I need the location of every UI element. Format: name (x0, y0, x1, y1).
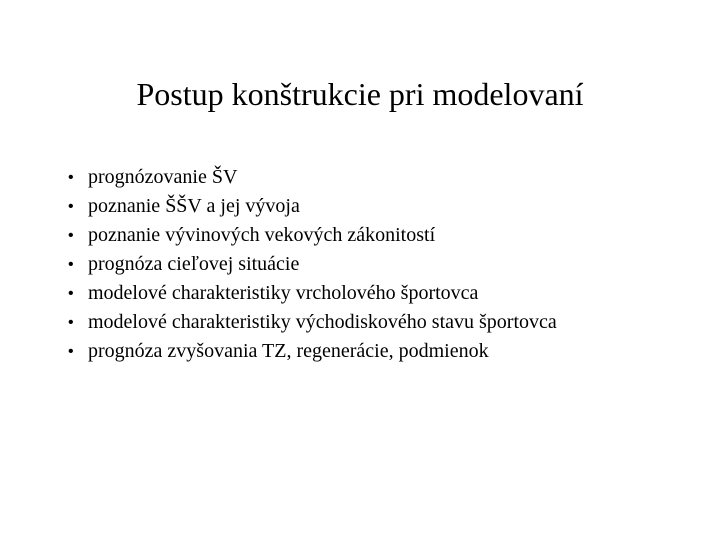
bullet-text: prognózovanie ŠV (88, 166, 238, 188)
bullet-text: poznanie vývinových vekových zákonitostí (88, 224, 436, 246)
bullet-text: modelové charakteristiky východiskového stavu športovca (88, 311, 557, 333)
bullet-text: poznanie ŠŠV a jej vývoja (88, 195, 300, 217)
bullet-icon: • (68, 314, 74, 331)
bullet-icon: • (68, 256, 74, 273)
bullet-text: modelové charakteristiky vrcholového športovca (88, 282, 479, 304)
bullet-icon: • (68, 343, 74, 360)
bullet-icon: • (68, 198, 74, 215)
bullet-icon: • (68, 285, 74, 302)
bullet-icon: • (68, 169, 74, 186)
bullet-text: prognóza cieľovej situácie (88, 253, 300, 275)
bullet-icon: • (68, 227, 74, 244)
bullet-text: prognóza zvyšovania TZ, regenerácie, podmienok (88, 340, 489, 362)
slide-title: Postup konštrukcie pri modelovaní (136, 76, 584, 112)
